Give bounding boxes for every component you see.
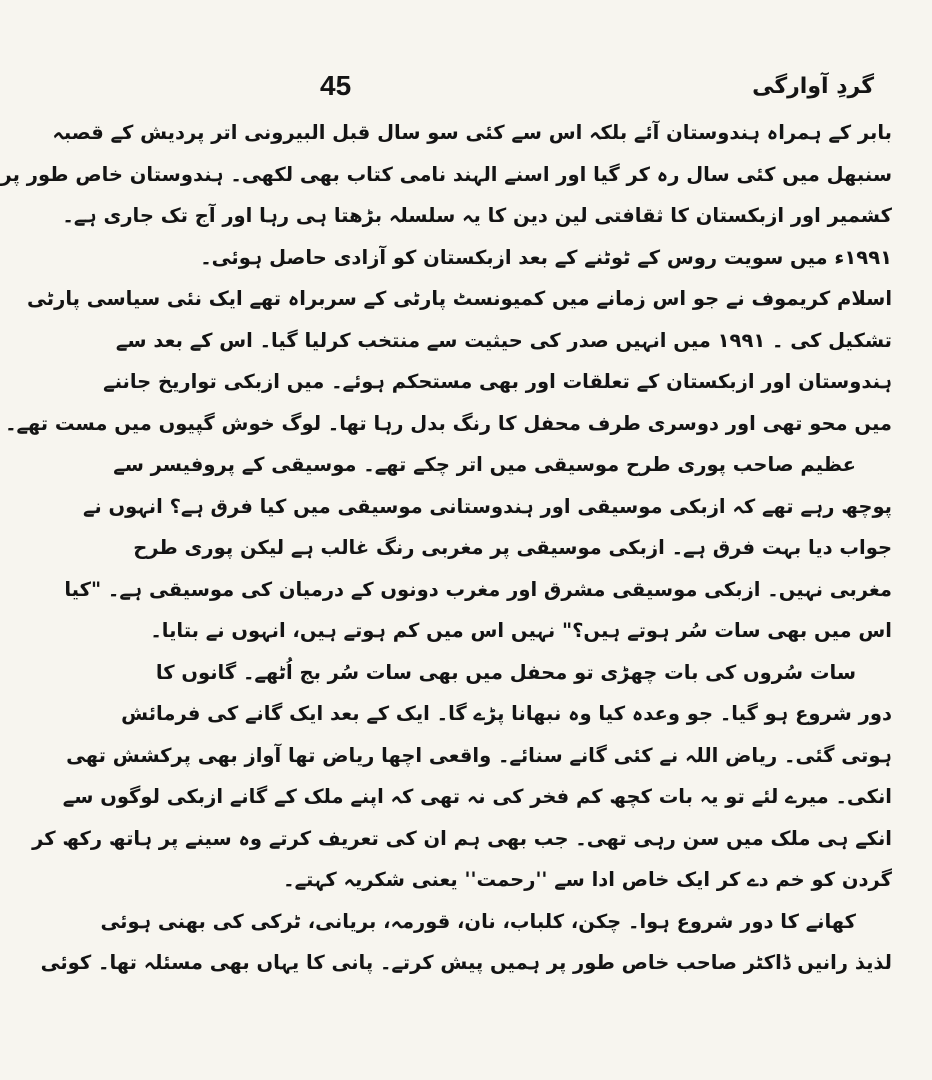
text-line: کھانے کا دور شروع ہوا۔ چکن، کلباب، نان، قورمہ، بریانی، ٹرکی کی بھنی ہوئی xyxy=(100,909,856,933)
text-line: اس میں بھی سات سُر ہوتے ہیں؟" نہیں اس میں کم ہوتے ہیں، انہوں نے بتایا۔ xyxy=(150,619,892,642)
text-line: دور شروع ہو گیا۔ جو وعدہ کیا وہ نبھانا پڑے گا۔ ایک کے بعد ایک گانے کی فرمائش xyxy=(121,702,892,725)
text-line: کشمیر اور ازبکستان کا ثقافتی لین دین کا یہ سلسلہ بڑھتا ہی رہا اور آج تک جاری ہے۔ xyxy=(62,204,892,227)
body-text xyxy=(0,112,892,1080)
text-line: بابر کے ہمراہ ہندوستان آئے بلکہ اس سے کئی سو سال قبل البیرونی اتر پردیش کے قصبہ xyxy=(52,121,892,144)
text-line: مغربی نہیں۔ ازبکی موسیقی مشرق اور مغرب دونوں کے درمیان کی موسیقی ہے۔ "کیا xyxy=(64,577,892,601)
text-line: میں محو تھی اور دوسری طرف محفل کا رنگ بدل رہا تھا۔ لوگ خوش گپیوں میں مست تھے۔ xyxy=(5,411,892,435)
running-title: گردِ آوارگی xyxy=(752,73,874,99)
text-line: تشکیل کی ۔ ۱۹۹۱ میں انہیں صدر کی حیثیت سے منتخب کرلیا گیا۔ اس کے بعد سے xyxy=(115,328,892,352)
text-line: اسلام کریموف نے جو اس زمانے میں کمیونسٹ پارٹی کے سربراہ تھے ایک نئی سیاسی پارٹی xyxy=(27,287,892,310)
text-line: ہندوستان اور ازبکستان کے تعلقات اور بھی مستحکم ہوئے۔ میں ازبکی تواریخ جاننے xyxy=(103,370,892,393)
text-line: انکی۔ میرے لئے تو یہ بات کچھ کم فخر کی نہ تھی کہ اپنے ملک کے گانے ازبکی لوگوں سے xyxy=(62,785,892,808)
text-line: ۱۹۹۱ء میں سویت روس کے ٹوٹنے کے بعد ازبکستان کو آزادی حاصل ہوئی۔ xyxy=(200,245,892,269)
page-number: 45 xyxy=(320,70,352,101)
text-line: سنبھل میں کئی سال رہ کر گیا اور اسنے الہند نامی کتاب بھی لکھی۔ ہندوستان خاص طور پر xyxy=(0,162,892,186)
text-line: سات سُروں کی بات چھڑی تو محفل میں بھی سات سُر بج اُٹھے۔ گانوں کا xyxy=(155,660,856,684)
text-line: پوچھ رہے تھے کہ ازبکی موسیقی اور ہندوستانی موسیقی میں کیا فرق ہے؟ انہوں نے xyxy=(82,494,892,518)
text-line: عظیم صاحب پوری طرح موسیقی میں اتر چکے تھے۔ موسیقی کے پروفیسر سے xyxy=(113,453,856,476)
page-header xyxy=(320,64,874,108)
text-line: جواب دیا بہت فرق ہے۔ ازبکی موسیقی پر مغربی رنگ غالب ہے لیکن پوری طرح xyxy=(133,536,892,559)
text-line: ہوتی گئی۔ ریاض اللہ نے کئی گانے سنائے۔ واقعی اچھا ریاض تھا آواز بھی پرکشش تھی xyxy=(66,743,892,767)
text-line: انکے ہی ملک میں سن رہی تھی۔ جب بھی ہم ان کی تعریف کرتے وہ سینے پر ہاتھ رکھ کر xyxy=(32,826,892,850)
text-line: گردن کو خم دے کر ایک خاص ادا سے ''رحمت'' یعنی شکریہ کہتے۔ xyxy=(283,868,892,891)
text-line: لذیذ رانیں ڈاکٹر صاحب خاص طور پر ہمیں پیش کرتے۔ پانی کا یہاں بھی مسئلہ تھا۔ کوئی xyxy=(40,951,892,974)
